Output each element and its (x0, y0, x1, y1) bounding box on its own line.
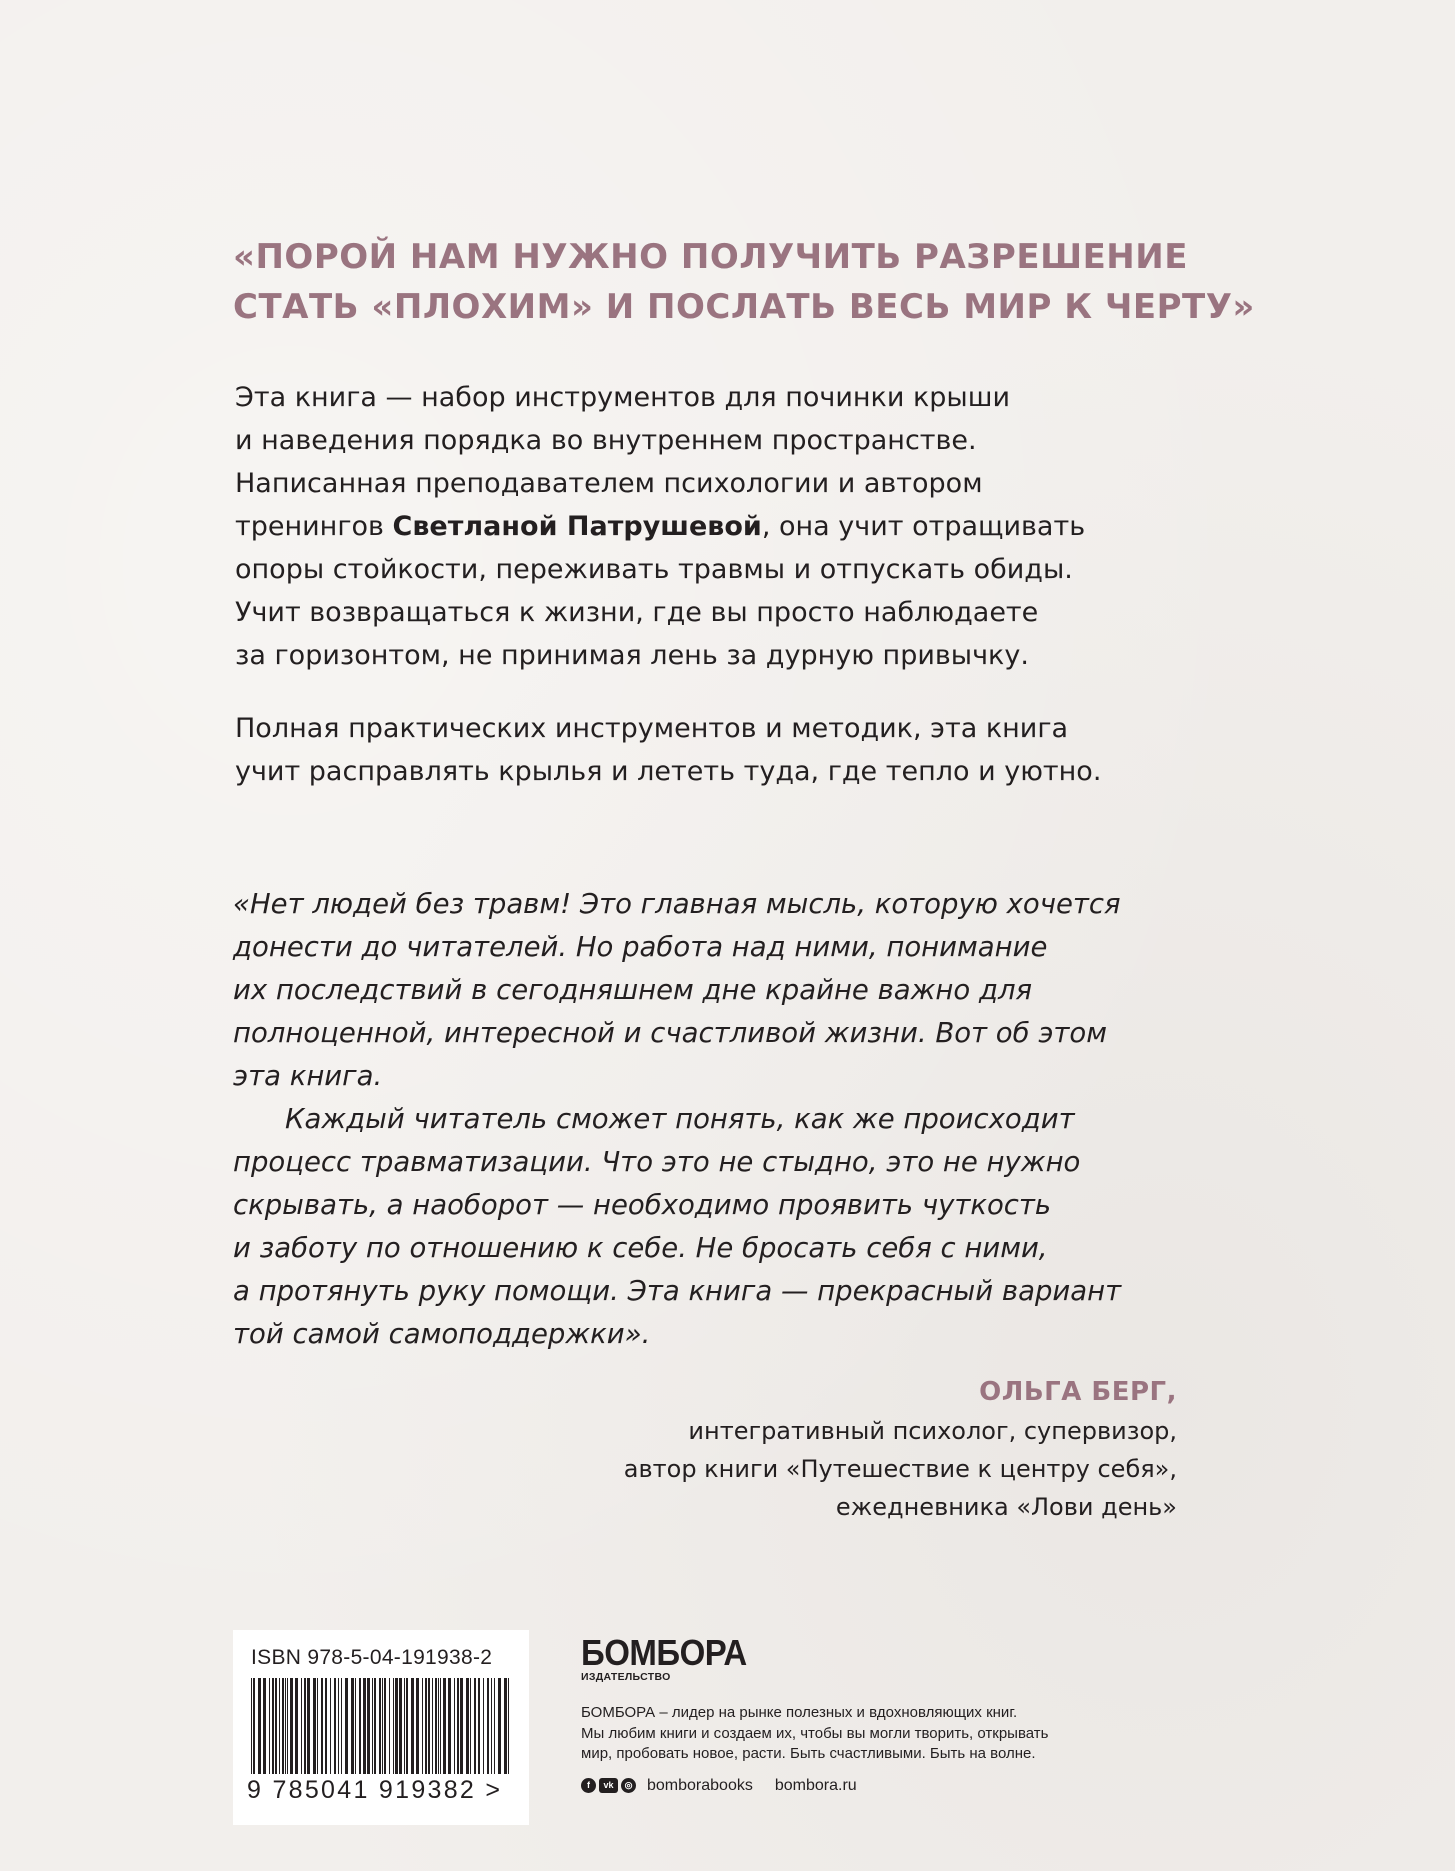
barcode-bar (460, 1678, 463, 1774)
vk-icon: vk (599, 1778, 618, 1793)
barcode-bar (466, 1678, 469, 1774)
reviewer-name: ОЛЬГА БЕРГ, (979, 1377, 1177, 1407)
barcode-bar (443, 1678, 446, 1774)
barcode-bar (355, 1678, 356, 1774)
text-line: и наведения порядка во внутреннем пространстве. (235, 425, 977, 456)
barcode-bar (269, 1678, 270, 1774)
barcode-bar (317, 1678, 318, 1774)
barcode-bar (382, 1678, 383, 1774)
barcode-bar (470, 1678, 471, 1774)
quote-line: и заботу по отношению к себе. Не бросать себя с ними, (233, 1232, 1048, 1264)
barcode-bar (494, 1678, 495, 1774)
barcode-bar (504, 1678, 507, 1774)
quote-line: их последствий в сегодняшнем дне крайне важно для (233, 974, 1033, 1006)
text-line: Написанная преподавателем психологии и автором (235, 468, 983, 499)
barcode-bar (411, 1678, 414, 1774)
barcode-bar (399, 1678, 402, 1774)
text-line: Полная практических инструментов и методик, эта книга (235, 713, 1069, 744)
text-line: Эта книга — набор инструментов для починки крыши (235, 382, 1010, 413)
barcode-bar (448, 1678, 451, 1774)
barcode-bar (363, 1678, 366, 1774)
review-quote (233, 883, 1233, 1356)
text-line: Учит возвращаться к жизни, где вы просто наблюдаете (235, 597, 1039, 628)
barcode-bar (338, 1678, 339, 1774)
barcode-bar (334, 1678, 336, 1774)
barcode-bar (359, 1678, 361, 1774)
barcode-bar (508, 1678, 509, 1774)
isbn-number: ISBN 978-5-04-191938-2 (251, 1646, 493, 1669)
quote-line: той самой самоподдержки». (233, 1318, 651, 1350)
barcode-digits: 9 785041 919382 > (247, 1776, 503, 1804)
barcode-bar (435, 1678, 437, 1774)
barcode-bar (345, 1678, 348, 1774)
quote-attribution (624, 1372, 1177, 1526)
barcode-bar (251, 1678, 252, 1774)
social-handle: bomborabooks (647, 1776, 753, 1794)
barcode-bar (304, 1678, 306, 1774)
publisher-desc-line: мир, пробовать новое, расти. Быть счастливыми. Быть на волне. (581, 1745, 1036, 1762)
text-line: за горизонтом, не принимая лень за дурную привычку. (235, 640, 1029, 671)
quote-line: процесс травматизации. Что это не стыдно, это не нужно (233, 1146, 1081, 1178)
text-segment: тренингов (235, 511, 393, 542)
barcode-bar (287, 1678, 288, 1774)
barcode-bar (457, 1678, 459, 1774)
barcode-bar (372, 1678, 373, 1774)
text-line: опоры стойкости, переживать травмы и отпускать обиды. (235, 554, 1073, 585)
publisher-description (581, 1703, 1161, 1765)
barcode-bar (406, 1678, 408, 1774)
barcode-bar (307, 1678, 310, 1774)
instagram-icon: ◎ (621, 1778, 636, 1793)
barcode-bar (301, 1678, 302, 1774)
barcode-bar (440, 1678, 441, 1774)
quote-line: скрывать, а наоборот — необходимо проявить чуткость (233, 1189, 1052, 1221)
barcode-bar (454, 1678, 455, 1774)
barcode-bar (272, 1678, 274, 1774)
barcode-bar (321, 1678, 323, 1774)
quote-line: а протянуть руку помощи. Эта книга — прекрасный вариант (233, 1275, 1122, 1307)
publisher-desc-line: БОМБОРА – лидер на рынке полезных и вдохновляющих книг. (581, 1704, 1018, 1721)
barcode-bar (263, 1678, 266, 1774)
barcode-bar (275, 1678, 277, 1774)
barcode-bar (474, 1678, 476, 1774)
author-name: Светланой Патрушевой (392, 511, 762, 542)
description-paragraph-1 (235, 376, 1235, 677)
barcode-bar (478, 1678, 480, 1774)
barcode-bar (487, 1678, 489, 1774)
publisher-logo-subtitle: ИЗДАТЕЛЬСТВО (581, 1671, 671, 1683)
headline (233, 232, 1255, 332)
barcode-bar (258, 1678, 261, 1774)
barcode-bar (279, 1678, 280, 1774)
barcode-bar (285, 1678, 286, 1774)
quote-line: донести до читателей. Но работа над ними, понимание (233, 931, 1048, 963)
barcode-bar (290, 1678, 293, 1774)
barcode-bar (432, 1678, 433, 1774)
quote-line: полноценной, интересной и счастливой жизни. Вот об этом (233, 1017, 1107, 1049)
barcode-bar (384, 1678, 386, 1774)
publisher-logo: БОМБОРА (581, 1631, 747, 1673)
publisher-block (581, 1633, 1161, 1795)
isbn-barcode (233, 1630, 529, 1825)
barcode-bar (491, 1678, 492, 1774)
publisher-desc-line: Мы любим книги и создаем их, чтобы вы могли творить, открывать (581, 1724, 1049, 1742)
reviewer-credential: интегративный психолог, супервизор, (688, 1417, 1177, 1445)
barcode-bar (498, 1678, 501, 1774)
headline-line-2: СТАТЬ «ПЛОХИМ» И ПОСЛАТЬ ВЕСЬ МИР К ЧЕРТУ» (233, 287, 1255, 327)
barcode-bar (425, 1678, 427, 1774)
barcode-bar (483, 1678, 484, 1774)
barcode-bars (247, 1678, 515, 1778)
description-paragraph-2 (235, 707, 1235, 793)
barcode-bar (341, 1678, 342, 1774)
reviewer-credential: ежедневника «Лови день» (835, 1493, 1177, 1521)
barcode-bar (422, 1678, 423, 1774)
barcode-bar (416, 1678, 419, 1774)
barcode-bar (438, 1678, 439, 1774)
quote-line: Каждый читатель сможет понять, как же происходит (285, 1103, 1075, 1135)
quote-line: эта книга. (233, 1060, 383, 1092)
barcode-bar (393, 1678, 394, 1774)
headline-line-1: «ПОРОЙ НАМ НУЖНО ПОЛУЧИТЬ РАЗРЕШЕНИЕ (233, 237, 1188, 277)
barcode-bar (395, 1678, 398, 1774)
publisher-social (581, 1777, 1161, 1795)
facebook-icon: f (581, 1778, 596, 1793)
barcode-bar (325, 1678, 327, 1774)
publisher-website: bombora.ru (774, 1776, 857, 1794)
barcode-bar (295, 1678, 298, 1774)
barcode-bar (330, 1678, 331, 1774)
barcode-bar (351, 1678, 354, 1774)
text-line (235, 505, 1235, 548)
barcode-bar (253, 1678, 255, 1774)
text-segment: , она учит отращивать (761, 511, 1086, 542)
text-line: учит расправлять крылья и лететь туда, где тепло и уютно. (235, 756, 1102, 787)
barcode-bar (367, 1678, 370, 1774)
barcode-bar (404, 1678, 405, 1774)
barcode-bar (389, 1678, 390, 1774)
barcode-bar (313, 1678, 316, 1774)
reviewer-credential: автор книги «Путешествие к центру себя», (623, 1455, 1177, 1483)
quote-line: «Нет людей без травм! Это главная мысль, которую хочется (233, 888, 1121, 920)
barcode-bar (374, 1678, 376, 1774)
barcode-bar (379, 1678, 381, 1774)
barcode-bar (282, 1678, 284, 1774)
barcode-bar (428, 1678, 430, 1774)
